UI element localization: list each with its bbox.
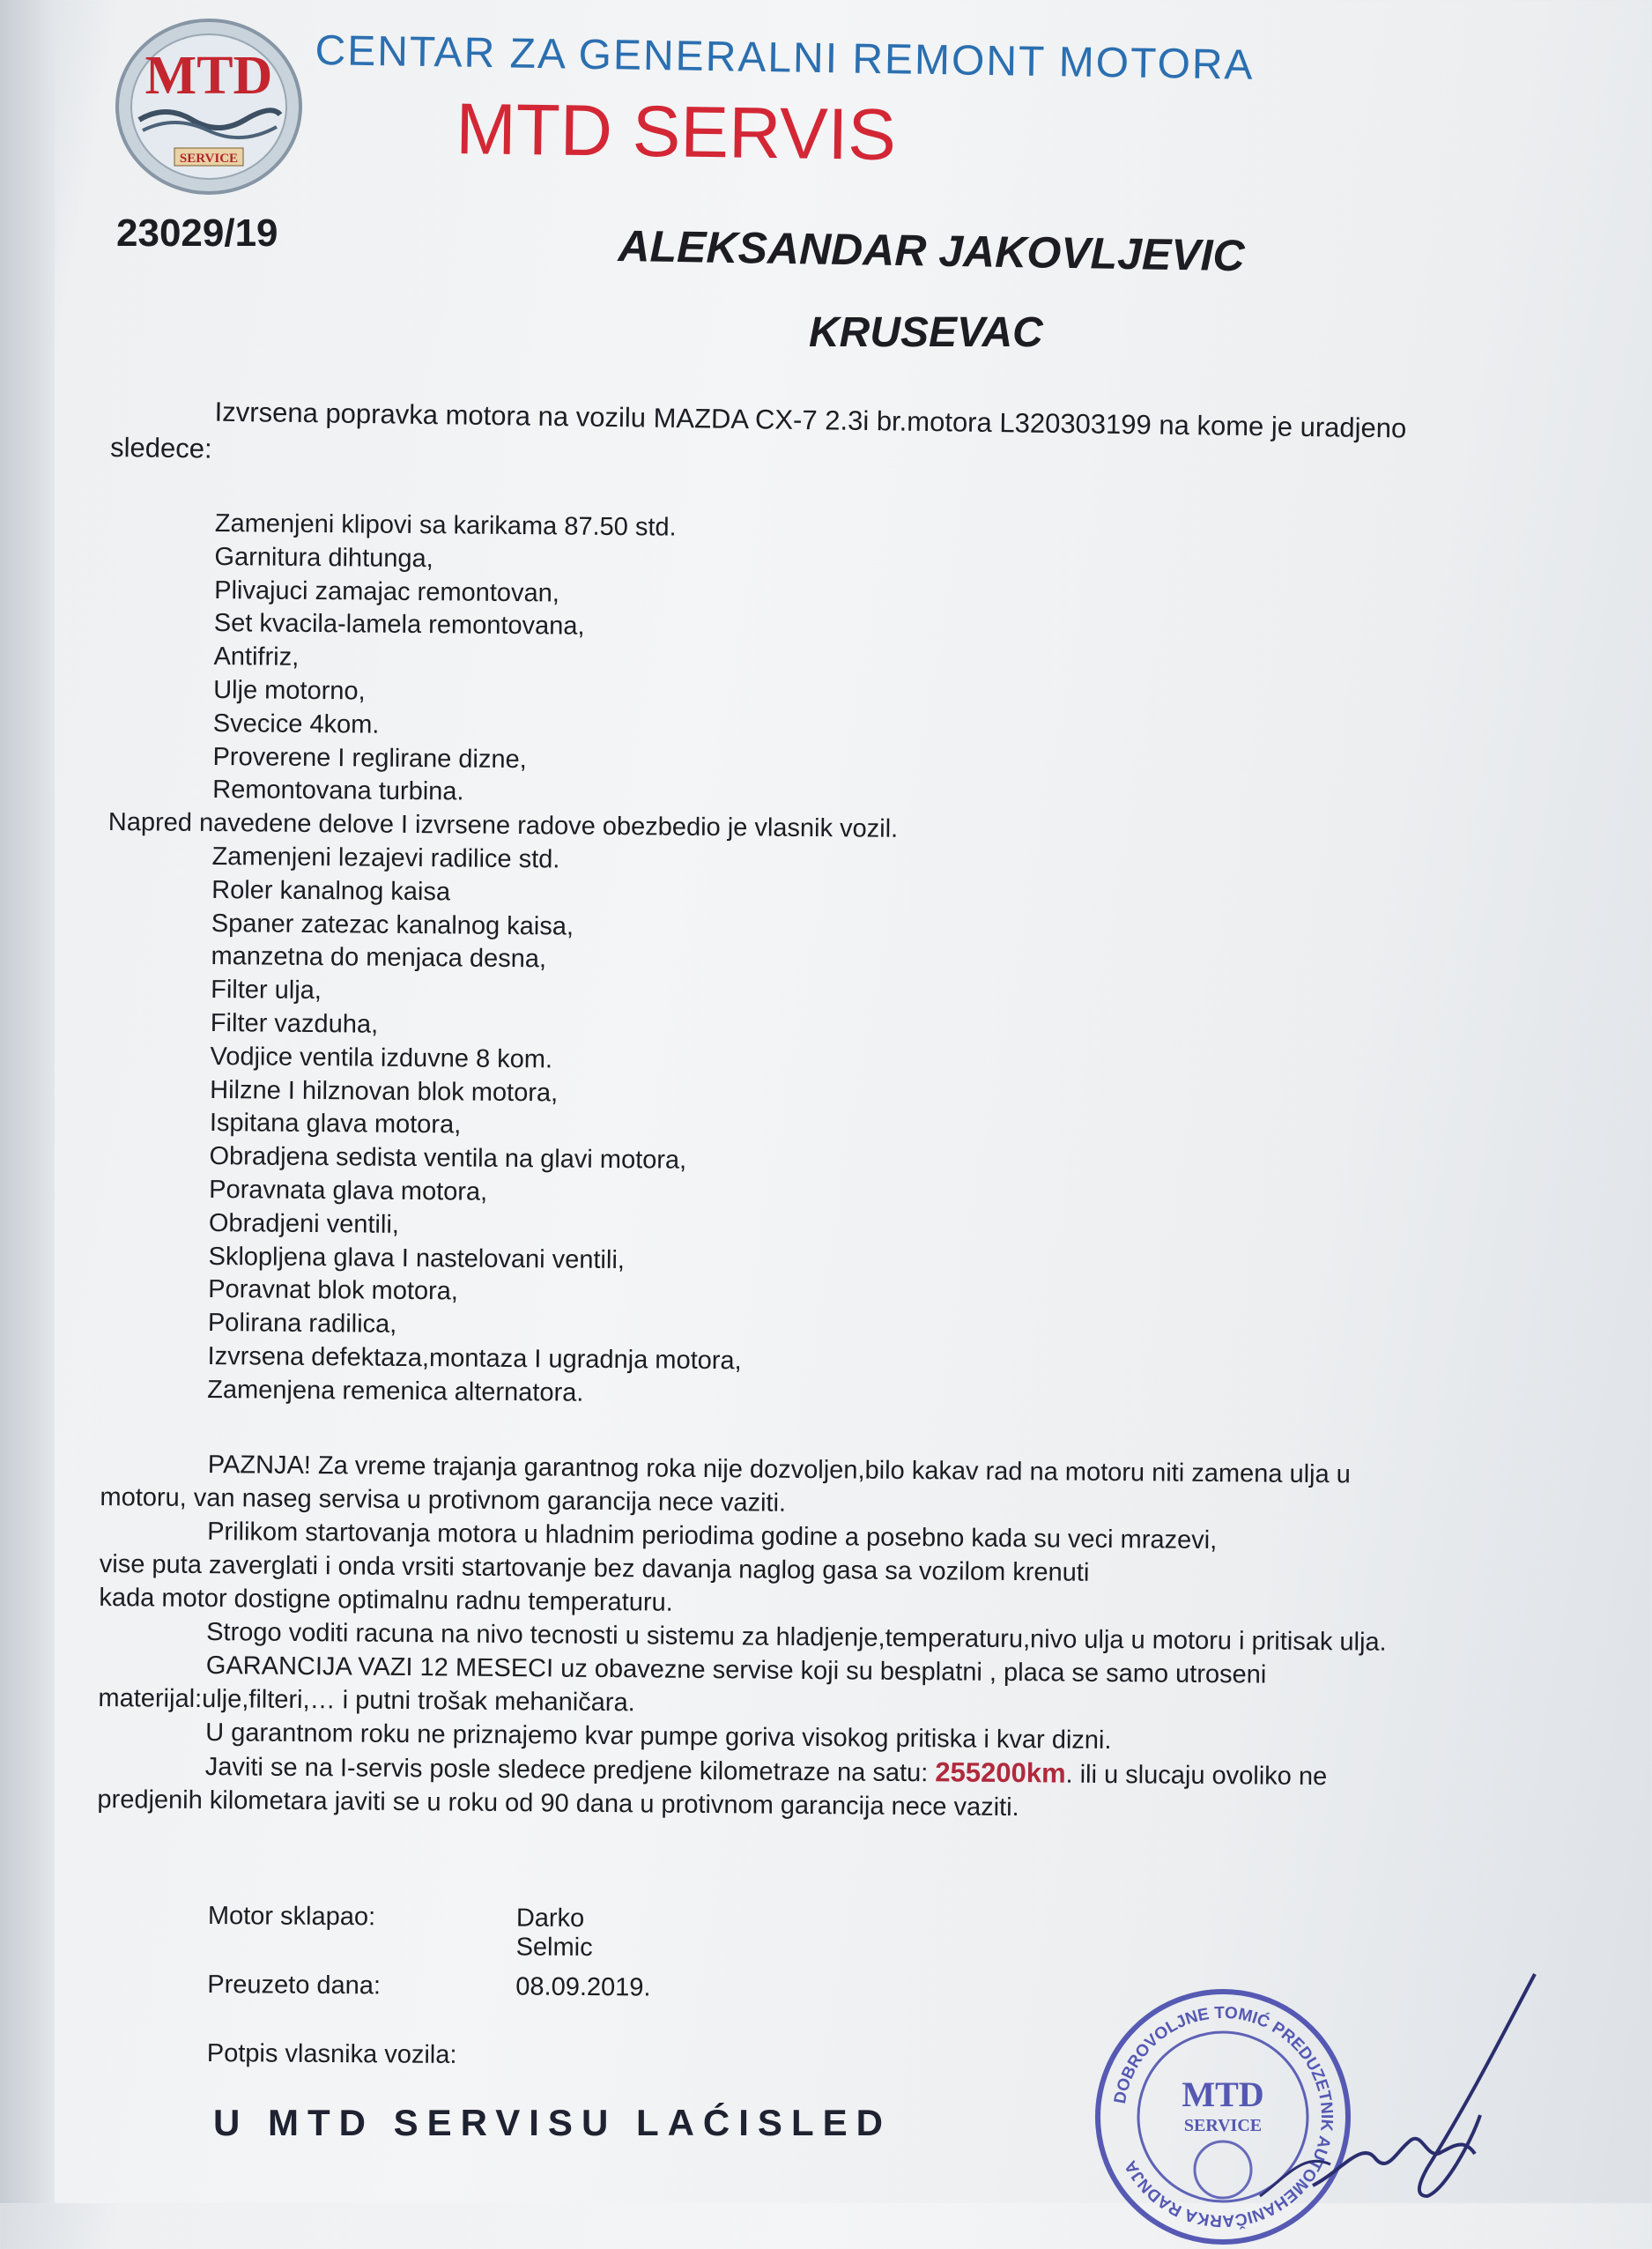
header-title: CENTAR ZA GENERALNI REMONT MOTORA xyxy=(315,26,1255,89)
work-item: Roler kanalnog kaisa xyxy=(211,875,451,907)
work-item: manzetna do menjaca desna, xyxy=(211,942,547,974)
stamp-brand-text: MTD xyxy=(1182,2075,1264,2114)
document-number: 23029/19 xyxy=(116,212,278,255)
stamp-ring-text: DOBROVOLJNE TOMIĆ PREDUZETNIK AUTOMEHANIČARKA RADNJA xyxy=(1110,2003,1337,2230)
work-item: Plivajuci zamajac remontovan, xyxy=(214,575,559,608)
work-item: Filter ulja, xyxy=(211,976,322,1006)
work-item: Proverene I reglirane dizne, xyxy=(212,742,527,774)
note-first-service-before: Javiti se na I-servis posle sledece predjene kilometraze na satu: xyxy=(204,1753,936,1788)
owner-parts-note: Napred navedene delove I izvrsene radove obezbedio je vlasnik vozil. xyxy=(107,808,899,843)
work-item: Zamenjeni klipovi sa karikama 87.50 std. xyxy=(214,509,677,542)
logo-service-text: SERVICE xyxy=(179,152,239,166)
work-item: Spaner zatezac kanalnog kaisa, xyxy=(211,909,574,941)
work-item: Filter vazduha, xyxy=(210,1008,379,1039)
work-item: Garnitura dihtunga, xyxy=(214,542,433,573)
work-item: Ulje motorno, xyxy=(213,676,366,706)
assembled-by-label: Motor sklapao: xyxy=(207,1902,376,1932)
signature-block xyxy=(206,1902,651,2110)
intro-line-2: sledece: xyxy=(109,431,212,464)
customer-name: ALEKSANDAR JAKOVLJEVIC xyxy=(618,220,1246,281)
customer-city: KRUSEVAC xyxy=(809,309,1043,356)
note-cold-start-1: Prilikom startovanja motora u hladnim periodima godine a posebno kada su veci mrazevi, xyxy=(207,1518,1218,1555)
work-item: Polirana radilica, xyxy=(207,1309,397,1339)
work-item: Hilzne I hilznovan blok motora, xyxy=(210,1075,559,1107)
note-warning: PAZNJA! Za vreme trajanja garantnog roka nije dozvoljen,bilo kakav rad na motoru niti zamena ulja u motoru, van naseg servisa u protivnom garancija nece vaziti. xyxy=(100,1451,1351,1518)
work-item: Zamenjena remenica alternatora. xyxy=(207,1375,584,1407)
work-item: Remontovana turbina. xyxy=(212,776,464,806)
work-item: Obradjena sedista ventila na glavi motora, xyxy=(209,1142,687,1175)
header-subtitle: MTD SERVIS xyxy=(455,88,897,175)
note-cold-start-2: vise puta zaverglati i onda vrsiti startovanje bez davanja naglog gasa sa vozilom krenuti xyxy=(99,1549,1090,1587)
work-item: Antifriz, xyxy=(213,642,300,672)
work-item: Poravnat blok motora, xyxy=(208,1275,459,1306)
mtd-logo xyxy=(113,16,305,197)
taken-date-label: Preuzeto dana: xyxy=(207,1970,382,2000)
handwritten-signature xyxy=(1207,1965,1577,2203)
note-warranty: GARANCIJA VAZI 12 MESECI uz obavezne servise koji su besplatni , placa se samo utroseni materijal:ulje,filteri,… i putni trošak mehaničara. xyxy=(98,1651,1267,1718)
intro-paragraph xyxy=(110,392,1521,486)
note-exclusions: U garantnom roku ne priznajemo kvar pumpe goriva visokog pritiska i kvar dizni. xyxy=(205,1718,1112,1755)
note-first-service-after: . ili u slucaju ovoliko ne predjenih kilometara javiti se u roku od 90 dana u protivnom garancija nece vaziti. xyxy=(97,1760,1328,1822)
note-cold-start-3: kada motor dostigne optimalnu radnu temperaturu. xyxy=(99,1583,673,1617)
work-item: Poravnata glava motora, xyxy=(209,1175,488,1206)
work-item: Vodjice ventila izduvne 8 kom. xyxy=(210,1042,553,1074)
works-list xyxy=(103,507,1433,1418)
taken-date-value: 08.09.2019. xyxy=(515,1972,651,2002)
stamp-service-text: SERVICE xyxy=(1183,2116,1263,2135)
note-first-service xyxy=(97,1748,1437,1828)
first-service-km: 255200km xyxy=(935,1756,1066,1789)
assembled-by-value: Darko Selmic xyxy=(515,1904,593,1963)
work-item: Obradjeni ventili, xyxy=(208,1208,400,1239)
note-coolant: Strogo voditi racuna na nivo tecnosti u sistemu za hladjenje,temperaturu,nivo ulja u motoru i pritisak ulja. xyxy=(206,1618,1387,1657)
owner-signature-label: Potpis vlasnika vozila: xyxy=(206,2038,457,2069)
intro-line-1: Izvrsena popravka motora na vozilu MAZDA CX-7 2.3i br.motora L320303199 na kome je uradjeno xyxy=(214,396,1407,444)
work-item: Izvrsena defektaza,montaza I ugradnja motora, xyxy=(207,1341,742,1376)
warranty-notes xyxy=(97,1447,1440,1828)
footer-slogan: U MTD SERVISU LAĆISLED xyxy=(213,2102,892,2143)
work-item: Svecice 4kom. xyxy=(212,709,380,739)
paper-edge-shadow xyxy=(0,0,55,2203)
work-item: Ispitana glava motora, xyxy=(209,1109,462,1139)
work-item: Zamenjeni lezajevi radilice std. xyxy=(211,842,560,874)
work-item: Sklopljena glava I nastelovani ventili, xyxy=(208,1242,626,1274)
logo-brand-text: MTD xyxy=(144,46,273,106)
work-item: Set kvacila-lamela remontovana, xyxy=(213,609,585,642)
